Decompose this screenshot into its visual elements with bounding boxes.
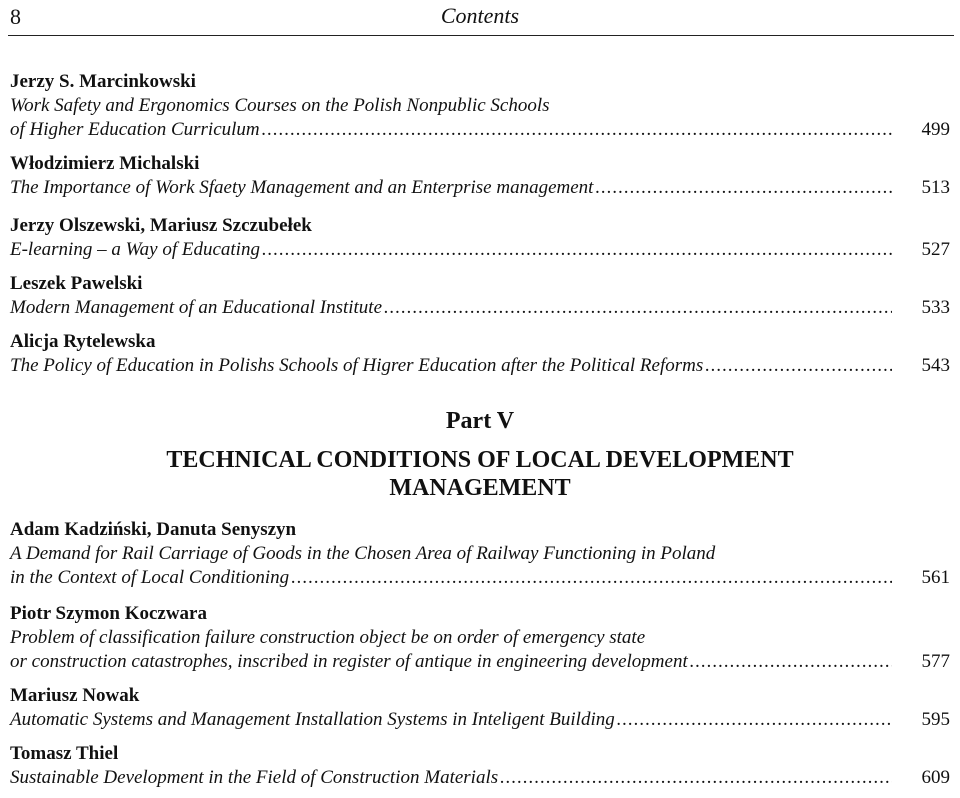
toc-entry[interactable] [10, 330, 950, 378]
toc-entry[interactable] [10, 70, 950, 142]
page-number: 8 [10, 4, 21, 29]
entry-title-line: The Importance of Work Sfaety Management and an Enterprise management ..... 513 [10, 176, 950, 200]
entry-page-number: 577 [921, 651, 950, 672]
toc-entry[interactable] [10, 214, 950, 262]
entry-page-number: 561 [921, 567, 950, 588]
toc-entry[interactable] [10, 518, 950, 590]
entry-author: Piotr Szymon Koczwara [10, 603, 207, 624]
entry-title-line: Modern Management of an Educational Institute ..... 533 [10, 296, 950, 320]
header-rule [8, 35, 954, 36]
dot-leader [262, 238, 892, 262]
dot-leader [384, 296, 892, 320]
entry-author: Włodzimierz Michalski [10, 153, 200, 174]
toc-entry[interactable] [10, 152, 950, 200]
dot-leader [500, 766, 892, 790]
entry-page-number: 499 [921, 119, 950, 140]
entry-author: Adam Kadziński, Danuta Senyszyn [10, 519, 297, 540]
toc-entry[interactable] [10, 272, 950, 320]
part-title [0, 446, 960, 502]
toc-entry[interactable] [10, 602, 950, 674]
dot-leader [617, 708, 892, 732]
entry-page-number: 595 [921, 709, 950, 730]
entry-title-line: in the Context of Local Conditioning ..... 561 [10, 566, 950, 590]
entry-page-number: 543 [921, 355, 950, 376]
entry-title-line: Work Safety and Ergonomics Courses on the Polish Nonpublic Schools [10, 95, 550, 116]
entry-title-line: E-learning – a Way of Educating ..... 527 [10, 238, 950, 262]
entry-title-line: of Higher Education Curriculum ..... 499 [10, 118, 950, 142]
part-heading: Part V [445, 408, 515, 434]
entry-title-line: The Policy of Education in Polishs Schools of Higrer Education after the Political Reforms ..... 543 [10, 354, 950, 378]
dot-leader [705, 354, 892, 378]
part-title-line: MANAGEMENT [389, 475, 571, 501]
dot-leader [291, 566, 892, 590]
entry-author: Alicja Rytelewska [10, 331, 156, 352]
entry-page-number: 513 [921, 177, 950, 198]
part-title-line: TECHNICAL CONDITIONS OF LOCAL DEVELOPMENT [166, 447, 794, 473]
entry-author: Jerzy S. Marcinkowski [10, 71, 196, 92]
toc-entry[interactable] [10, 742, 950, 790]
entry-author: Tomasz Thiel [10, 743, 119, 764]
entry-author: Leszek Pawelski [10, 273, 143, 294]
entry-author: Mariusz Nowak [10, 685, 140, 706]
dot-leader [595, 176, 892, 200]
dot-leader [262, 118, 892, 142]
entry-page-number: 527 [921, 239, 950, 260]
toc-entry[interactable] [10, 684, 950, 732]
entry-title-line: Sustainable Development in the Field of Construction Materials ..... 609 [10, 766, 950, 790]
dot-leader [690, 650, 892, 674]
entry-title-line: Automatic Systems and Management Installation Systems in Inteligent Building ..... 595 [10, 708, 950, 732]
entry-title-line: or construction catastrophes, inscribed in register of antique in engineering development ..... 577 [10, 650, 950, 674]
entry-title-line: Problem of classification failure construction object be on order of emergency state [10, 627, 646, 648]
entry-title-line: A Demand for Rail Carriage of Goods in the Chosen Area of Railway Functioning in Poland [10, 543, 716, 564]
entry-page-number: 533 [921, 297, 950, 318]
entry-page-number: 609 [921, 767, 950, 788]
running-title: Contents [440, 3, 520, 28]
entry-author: Jerzy Olszewski, Mariusz Szczubełek [10, 215, 312, 236]
